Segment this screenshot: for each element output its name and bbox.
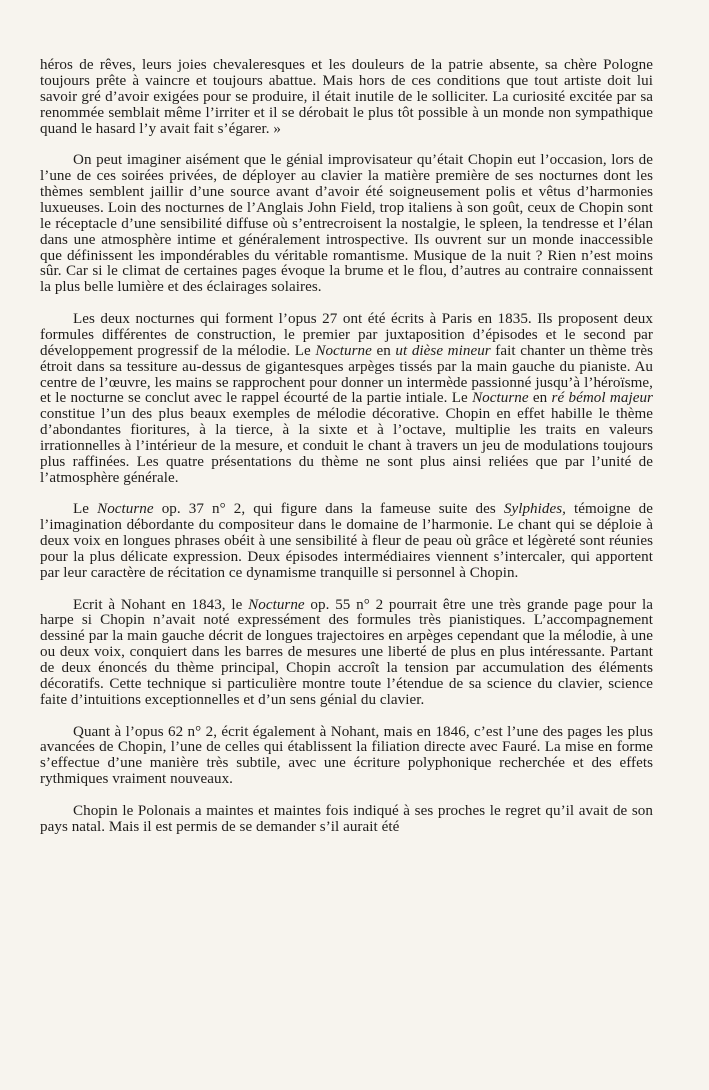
paragraph (40, 502, 653, 582)
text-run: Les deux nocturnes qui forment l’opus 27 ont été écrits à Paris en 1835. Ils proposent deux formules différentes de construction, le premier par juxtaposition d’épisodes et le second par développement progressif de la mélodie. Le (40, 310, 653, 359)
paragraph (40, 725, 653, 789)
italic-run: Nocturne (472, 390, 529, 407)
text-run: constitue l’un des plus beaux exemples de mélodie décorative. Chopin en effet habille le thème d’abondantes fioritures, à la tierce, à la sixte et à l’octave, multiplie les traits en valeurs irrationnelles à l’intérieur de la mesure, et conduit le chant à travers un jeu de modulations toujours plus raffinées. Les quatre présentations du thème ne sont plus ainsi reliées que par l’unité de l’atmosphère générale. (40, 406, 653, 486)
text-run: Quant à l’opus 62 n° 2, écrit également à Nohant, mais en 1846, c’est l’une des pages les plus avancées de Chopin, l’une de celles qui établissent la filiation directe avec Fauré. La mise en forme s’effectue d’une manière très subtile, avec une écriture polyphonique recherchée et des effets rythmiques vraiment nouveaux. (40, 723, 653, 788)
text-page (40, 58, 653, 836)
text-run: Le (73, 501, 98, 518)
paragraph (40, 58, 653, 138)
italic-run: ut dièse mineur (395, 342, 491, 359)
text-run: Ecrit à Nohant en 1843, le (73, 596, 249, 613)
text-run: op. 37 n° 2, qui figure dans la fameuse suite des (153, 501, 504, 518)
paragraph (40, 153, 653, 296)
paragraph (40, 804, 653, 836)
italic-run: Nocturne (248, 596, 305, 613)
text-run: en (371, 342, 396, 359)
italic-run: Nocturne (97, 501, 154, 518)
text-run: témoigne de l’imagination débordante du compositeur dans le domaine de l’harmonie. Le chant qui se déploie à deux voix en longues phrases obéit à une sensibilité à fleur de peau où grâce et légèreté sont réunies pour la plus délicate expression. Deux épisodes intermédiaires viennent s’intercaler, qui apportent par leur caractère de récitation ce dynamisme tranquille si personnel à Chopin. (40, 501, 654, 582)
text-run: en (528, 390, 552, 407)
text-run: héros de rêves, leurs joies chevaleresques et les douleurs de la patrie absente, sa chère Pologne toujours prête à vaincre et toujours abattue. Mais hors de ces conditions que tout artiste doit lui savoir gré d’avoir exigées pour se produire, il était inutile de le solliciter. La curiosité excitée par sa renommée semblait même l’irriter et il se dérobait le plus tôt possible à un monde non sympathique quand le hasard l’y avait fait s’égarer. » (40, 57, 653, 137)
text-run: On peut imaginer aisément que le génial improvisateur qu’était Chopin eut l’occasion, lors de l’une de ces soirées privées, de déployer au clavier la matière première de ses nocturnes dont les thèmes semblent jaillir d’une source avant d’avoir été soigneusement polis et vêtus d’harmonies luxueuses. Loin des nocturnes de l’Anglais John Field, trop italiens à son goût, ceux de Chopin sont le réceptacle d’une sensibilité diffuse où s’entrecroisent la nostalgie, le spleen, la tendresse et l’élan dans une atmosphère intime et généralement introspective. Ils ouvrent sur un monde inaccessible que définissent les impondérables du véritable romantisme. Musique de la nuit ? Rien n’est moins sûr. Car si le climat de certaines pages évoque la brume et le flou, d’autres au contraire connaissent la plus belle lumière et des éclairages solaires. (40, 152, 653, 296)
italic-run: ré bémol majeur (551, 390, 653, 407)
text-run: op. 55 n° 2 pourrait être une très grande page pour la harpe si Chopin n’avait noté expressément des formules très pianistiques. L’accompagnement dessiné par la main gauche décrit de longues trajectoires en arpèges cependant que la mélodie, à une ou deux voix, conquiert dans les barres de mesures une liberté de plus en plus intéressante. Partant de deux énoncés du thème principal, Chopin accroît la tension par accumulation des éléments décoratifs. Cette technique si particulière montre toute l’étendue de sa science du clavier, science faite d’intuitions exceptionnelles et d’un sens génial du clavier. (40, 596, 653, 708)
text-run: fait chanter un thème très étroit dans sa tessiture au-dessus de gigantesques arpèges tissés par la main gauche du pianiste. Au centre de l’œuvre, les mains se rapprochent pour donner un intermède passionné jusqu’à l’héroïsme, et le nocturne se conclut avec le rappel écourté de la partie intiale. Le (40, 342, 654, 407)
paragraph (40, 312, 653, 487)
italic-run: Sylphides, (503, 501, 566, 518)
italic-run: Nocturne (315, 342, 372, 359)
paragraph (40, 598, 653, 709)
text-run: Chopin le Polonais a maintes et maintes fois indiqué à ses proches le regret qu’il avait de son pays natal. Mais il est permis de se demander s’il aurait été (40, 802, 653, 835)
